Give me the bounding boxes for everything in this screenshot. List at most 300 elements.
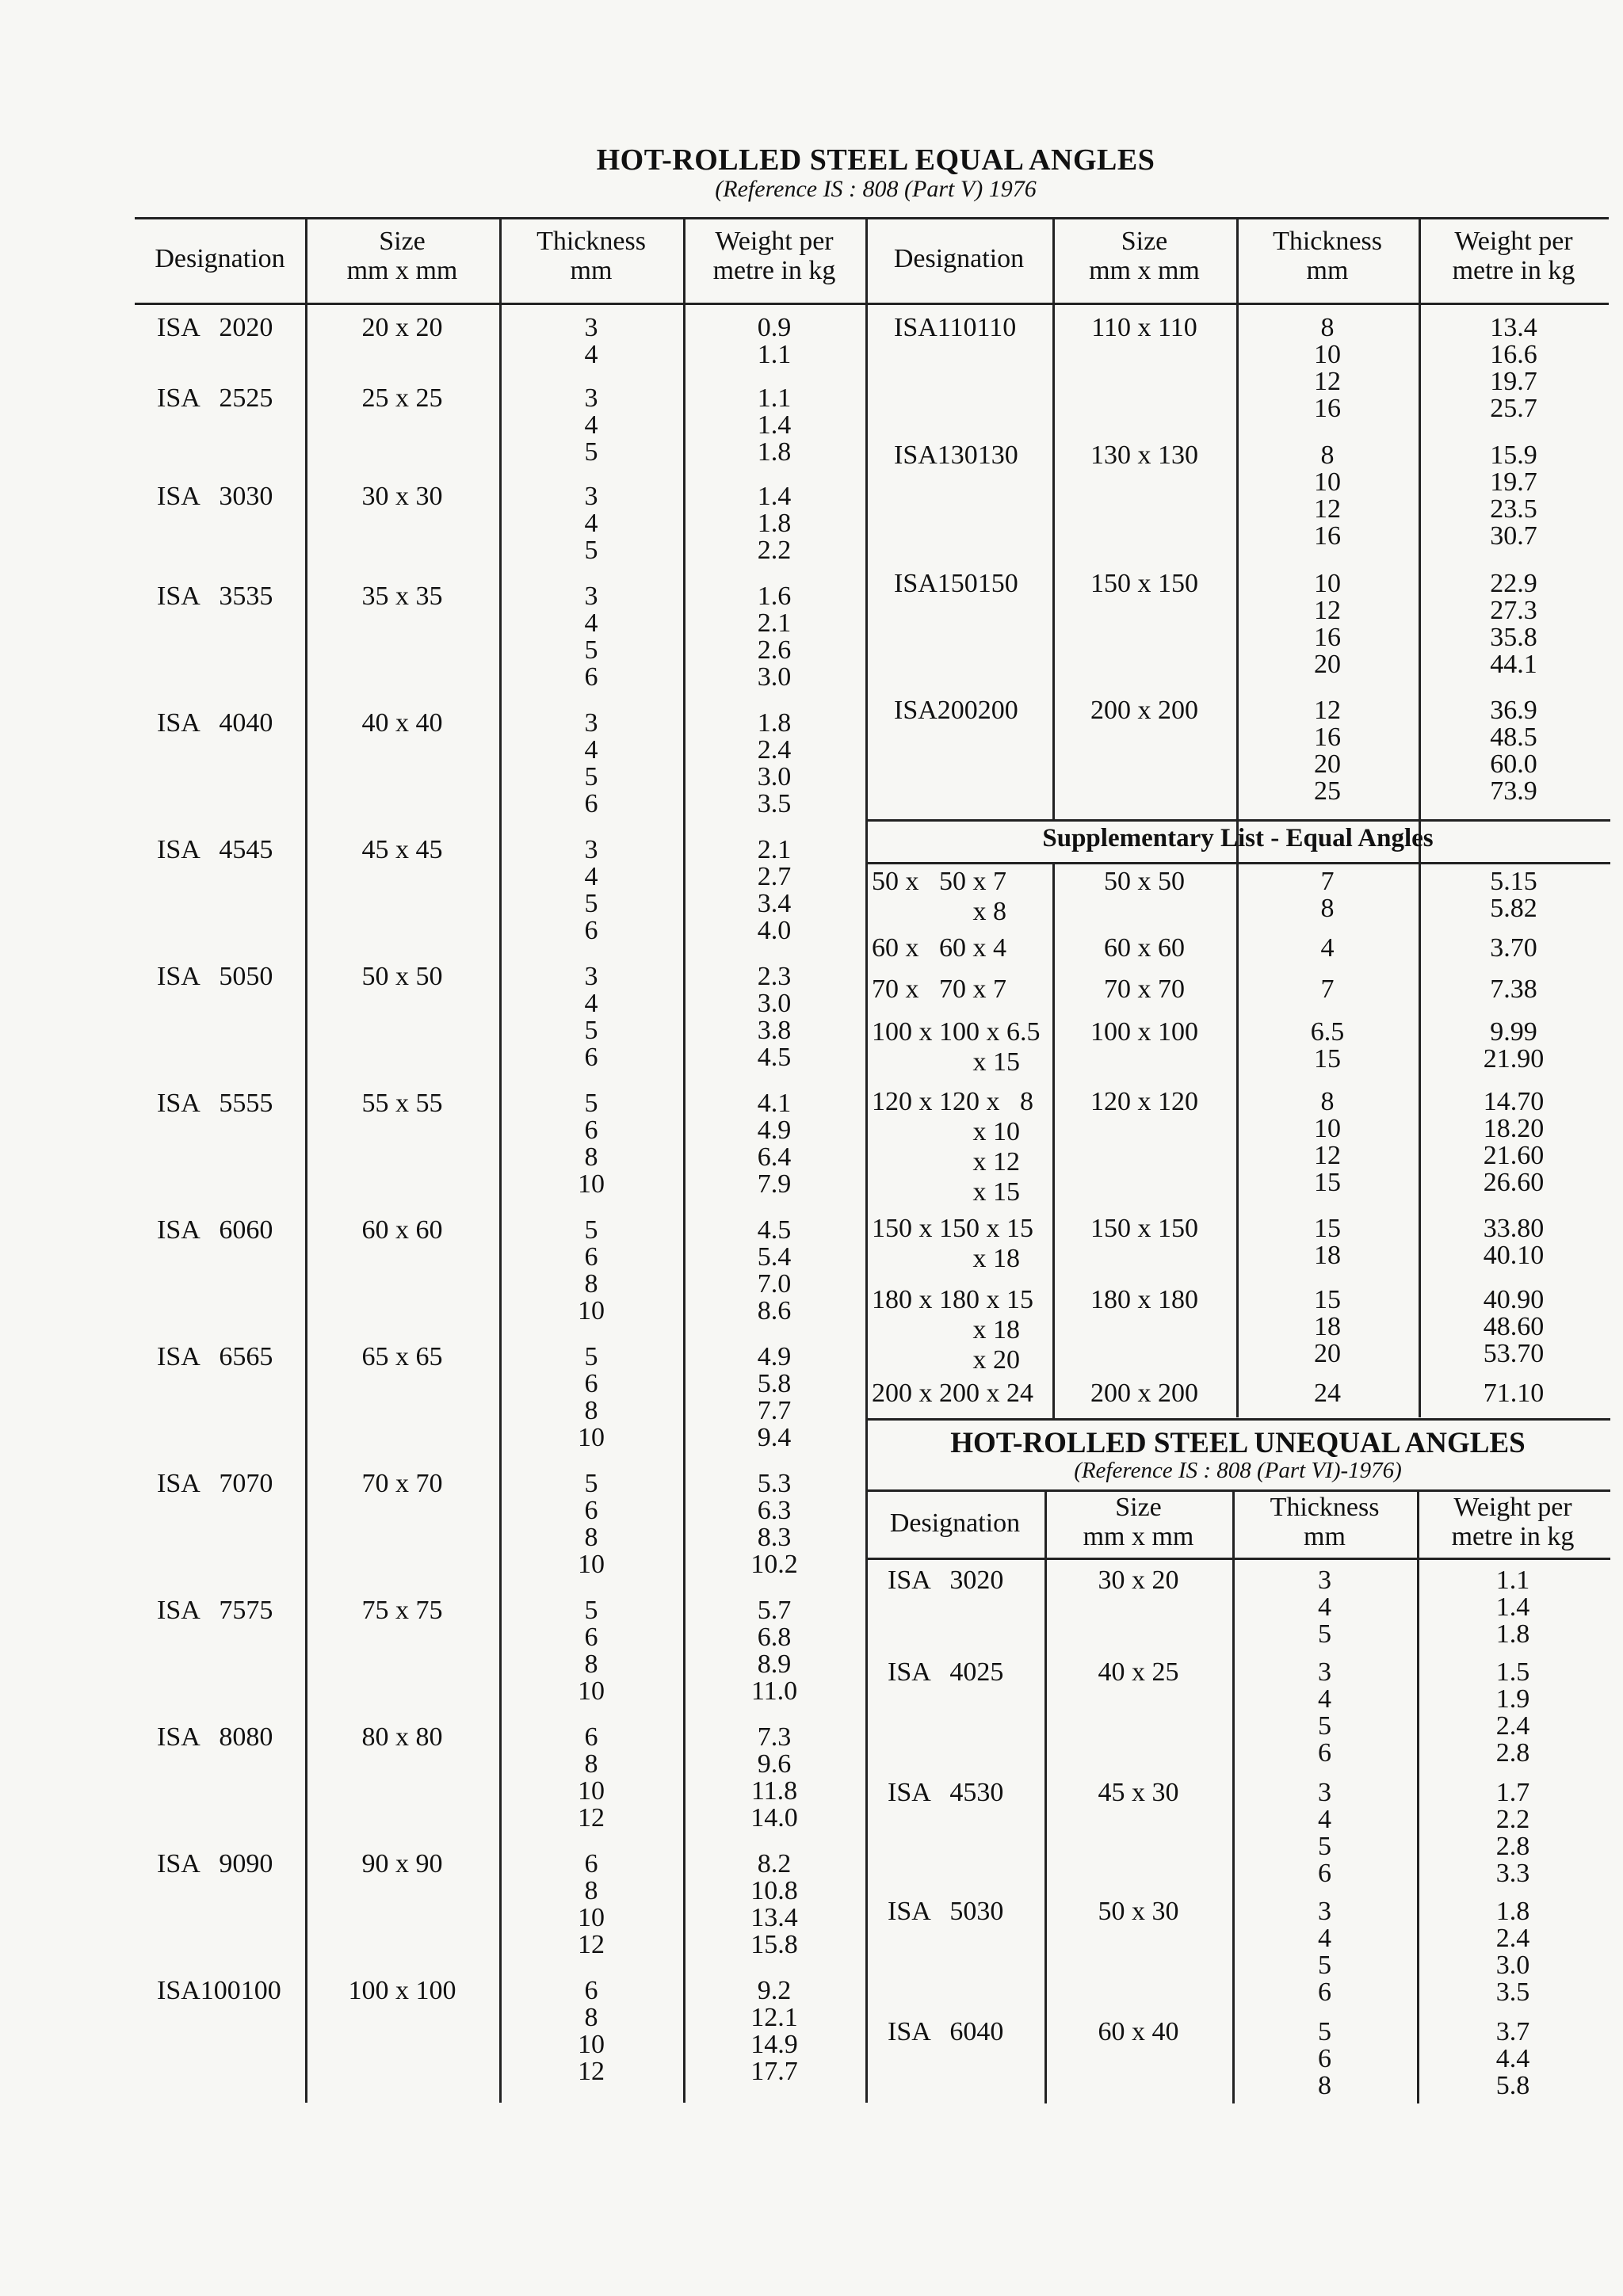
size-cell: 30 x 30 xyxy=(361,482,443,511)
thickness-cell: 8 xyxy=(584,1142,598,1172)
thickness-cell: 4 xyxy=(584,735,598,765)
weight-cell: 3.70 xyxy=(1490,933,1537,963)
weight-cell: 16.6 xyxy=(1490,340,1537,369)
header-weight: Weight per metre in kg xyxy=(1451,1493,1575,1551)
thickness-cell: 5 xyxy=(584,762,598,791)
thickness-cell: 6 xyxy=(584,916,598,945)
weight-cell: 9.2 xyxy=(757,1976,792,2005)
thickness-cell: 8 xyxy=(584,2003,598,2032)
thickness-cell: 10 xyxy=(1314,1114,1341,1143)
thickness-cell: 12 xyxy=(1314,696,1341,725)
thickness-cell: 6 xyxy=(584,1369,598,1398)
thickness-cell: 18 xyxy=(1314,1241,1341,1270)
weight-cell: 3.3 xyxy=(1495,1859,1530,1888)
thickness-cell: 6 xyxy=(584,1722,598,1752)
weight-cell: 21.90 xyxy=(1483,1044,1545,1074)
thickness-cell: 10 xyxy=(578,1550,605,1579)
weight-cell: 40.10 xyxy=(1483,1241,1545,1270)
thickness-cell: 6 xyxy=(584,1242,598,1272)
size-cell: 45 x 30 xyxy=(1098,1778,1179,1807)
weight-cell: 3.7 xyxy=(1495,2017,1530,2046)
weight-cell: 1.4 xyxy=(1495,1592,1530,1622)
weight-cell: 7.7 xyxy=(757,1396,792,1425)
designation-cell: 50 x 50 x 7 x 8 xyxy=(872,867,1006,926)
designation-cell: ISA 4530 xyxy=(888,1778,1004,1807)
thickness-cell: 10 xyxy=(578,1776,605,1806)
unequal-title-rule xyxy=(865,1489,1610,1492)
thickness-cell: 20 xyxy=(1314,1339,1341,1368)
weight-cell: 71.10 xyxy=(1483,1379,1545,1408)
weight-cell: 7.9 xyxy=(757,1169,792,1199)
thickness-cell: 4 xyxy=(1318,1592,1331,1622)
weight-cell: 5.15 xyxy=(1490,867,1537,896)
weight-cell: 2.1 xyxy=(757,608,792,638)
designation-cell: ISA110110 xyxy=(894,313,1017,342)
thickness-cell: 24 xyxy=(1314,1379,1341,1408)
thickness-cell: 8 xyxy=(1320,894,1335,923)
weight-cell: 4.9 xyxy=(757,1342,792,1371)
weight-cell: 2.7 xyxy=(757,862,792,891)
weight-cell: 1.1 xyxy=(757,340,792,369)
weight-cell: 25.7 xyxy=(1490,394,1537,423)
weight-cell: 1.4 xyxy=(757,410,792,440)
designation-cell: ISA100100 xyxy=(157,1976,281,2005)
weight-cell: 6.4 xyxy=(757,1142,792,1172)
weight-cell: 36.9 xyxy=(1490,696,1537,725)
size-cell: 70 x 70 xyxy=(361,1469,443,1498)
thickness-cell: 4 xyxy=(1318,1684,1331,1714)
weight-cell: 6.3 xyxy=(757,1496,792,1525)
thickness-cell: 12 xyxy=(578,2057,605,2086)
weight-cell: 8.3 xyxy=(757,1523,792,1552)
size-cell: 150 x 150 xyxy=(1090,569,1198,598)
weight-cell: 1.7 xyxy=(1495,1778,1530,1807)
designation-cell: ISA 6565 xyxy=(157,1342,273,1371)
size-cell: 55 x 55 xyxy=(361,1089,443,1118)
weight-cell: 3.8 xyxy=(757,1016,792,1045)
designation-cell: ISA 2525 xyxy=(157,383,273,413)
thickness-cell: 6 xyxy=(1318,1859,1331,1888)
weight-cell: 2.2 xyxy=(1495,1805,1530,1834)
weight-cell: 5.82 xyxy=(1490,894,1537,923)
thickness-cell: 8 xyxy=(584,1650,598,1679)
weight-cell: 3.5 xyxy=(757,789,792,818)
designation-cell: ISA 4025 xyxy=(888,1657,1004,1687)
designation-cell: ISA200200 xyxy=(894,696,1018,725)
thickness-cell: 4 xyxy=(584,608,598,638)
weight-cell: 53.70 xyxy=(1483,1339,1545,1368)
size-cell: 20 x 20 xyxy=(361,313,443,342)
designation-cell: ISA 2020 xyxy=(157,313,273,342)
designation-cell: ISA 9090 xyxy=(157,1849,273,1878)
weight-cell: 3.0 xyxy=(757,662,792,692)
header-size: Size mm x mm xyxy=(346,227,458,285)
weight-cell: 3.0 xyxy=(757,762,792,791)
thickness-cell: 6 xyxy=(584,662,598,692)
unequal-title: HOT-ROLLED STEEL UNEQUAL ANGLES xyxy=(950,1427,1526,1459)
weight-cell: 26.60 xyxy=(1483,1168,1545,1197)
weight-cell: 18.20 xyxy=(1483,1114,1545,1143)
weight-cell: 27.3 xyxy=(1490,596,1537,625)
weight-cell: 14.70 xyxy=(1483,1087,1545,1116)
header-thickness: Thickness mm xyxy=(537,227,646,285)
thickness-cell: 4 xyxy=(1318,1805,1331,1834)
thickness-cell: 4 xyxy=(584,340,598,369)
weight-cell: 15.8 xyxy=(750,1930,798,1959)
weight-cell: 5.7 xyxy=(757,1596,792,1625)
designation-cell: ISA 4545 xyxy=(157,835,273,864)
thickness-cell: 4 xyxy=(584,509,598,538)
thickness-cell: 16 xyxy=(1314,394,1341,423)
header-size: Size mm x mm xyxy=(1083,1493,1194,1551)
weight-cell: 1.1 xyxy=(1495,1566,1530,1595)
thickness-cell: 10 xyxy=(578,1903,605,1932)
weight-cell: 3.4 xyxy=(757,889,792,918)
size-cell: 70 x 70 xyxy=(1104,974,1185,1004)
thickness-cell: 15 xyxy=(1314,1168,1341,1197)
weight-cell: 5.8 xyxy=(757,1369,792,1398)
weight-cell: 15.9 xyxy=(1490,441,1537,470)
thickness-cell: 5 xyxy=(584,437,598,467)
weight-cell: 17.7 xyxy=(750,2057,798,2086)
thickness-cell: 5 xyxy=(1318,1832,1331,1861)
thickness-cell: 5 xyxy=(584,1215,598,1245)
size-cell: 60 x 60 xyxy=(1104,933,1185,963)
thickness-cell: 4 xyxy=(584,989,598,1018)
weight-cell: 4.9 xyxy=(757,1116,792,1145)
weight-cell: 12.1 xyxy=(750,2003,798,2032)
weight-cell: 2.6 xyxy=(757,635,792,665)
thickness-cell: 12 xyxy=(1314,1141,1341,1170)
col-divider xyxy=(865,217,868,2103)
weight-cell: 3.5 xyxy=(1495,1978,1530,2007)
designation-cell: 120 x 120 x 8 x 10 x 12 x 15 xyxy=(872,1087,1033,1207)
weight-cell: 48.60 xyxy=(1483,1312,1545,1341)
thickness-cell: 8 xyxy=(584,1749,598,1779)
thickness-cell: 7 xyxy=(1320,867,1335,896)
thickness-cell: 8 xyxy=(1320,441,1335,470)
unequal-header-rule xyxy=(865,1558,1610,1560)
thickness-cell: 8 xyxy=(1318,2071,1331,2100)
header-designation: Designation xyxy=(155,244,285,273)
thickness-cell: 6 xyxy=(584,1496,598,1525)
designation-cell: 180 x 180 x 15 x 18 x 20 xyxy=(872,1285,1033,1375)
thickness-cell: 5 xyxy=(1318,1619,1331,1649)
thickness-cell: 5 xyxy=(584,1016,598,1045)
designation-cell: ISA130130 xyxy=(894,441,1018,470)
weight-cell: 3.0 xyxy=(757,989,792,1018)
designation-cell: 150 x 150 x 15 x 18 xyxy=(872,1214,1033,1273)
thickness-cell: 5 xyxy=(584,635,598,665)
thickness-cell: 16 xyxy=(1314,521,1341,551)
thickness-cell: 4 xyxy=(1318,1924,1331,1953)
designation-cell: ISA 5030 xyxy=(888,1897,1004,1926)
designation-cell: ISA 7070 xyxy=(157,1469,273,1498)
weight-cell: 2.2 xyxy=(757,536,792,565)
thickness-cell: 5 xyxy=(584,1596,598,1625)
thickness-cell: 3 xyxy=(584,962,598,991)
weight-cell: 1.6 xyxy=(757,582,792,611)
thickness-cell: 4 xyxy=(584,862,598,891)
header-thickness: Thickness mm xyxy=(1270,1493,1380,1551)
thickness-cell: 3 xyxy=(584,383,598,413)
weight-cell: 73.9 xyxy=(1490,776,1537,806)
thickness-cell: 25 xyxy=(1314,776,1341,806)
header-weight: Weight per metre in kg xyxy=(712,227,836,285)
weight-cell: 2.4 xyxy=(1495,1924,1530,1953)
thickness-cell: 8 xyxy=(1320,1087,1335,1116)
thickness-cell: 6 xyxy=(1318,2044,1331,2073)
thickness-cell: 12 xyxy=(578,1930,605,1959)
size-cell: 25 x 25 xyxy=(361,383,443,413)
designation-cell: ISA 3535 xyxy=(157,582,273,611)
header-designation: Designation xyxy=(893,244,1025,273)
thickness-cell: 6 xyxy=(584,1116,598,1145)
weight-cell: 14.9 xyxy=(750,2030,798,2059)
weight-cell: 1.8 xyxy=(1495,1619,1530,1649)
weight-cell: 14.0 xyxy=(750,1803,798,1833)
designation-cell: ISA 6060 xyxy=(157,1215,273,1245)
designation-cell: ISA 4040 xyxy=(157,708,273,738)
thickness-cell: 3 xyxy=(584,835,598,864)
thickness-cell: 3 xyxy=(584,313,598,342)
thickness-cell: 15 xyxy=(1314,1285,1341,1314)
size-cell: 35 x 35 xyxy=(361,582,443,611)
size-cell: 30 x 20 xyxy=(1098,1566,1179,1595)
weight-cell: 19.7 xyxy=(1490,367,1537,396)
weight-cell: 21.60 xyxy=(1483,1141,1545,1170)
size-cell: 80 x 80 xyxy=(361,1722,443,1752)
thickness-cell: 20 xyxy=(1314,749,1341,779)
weight-cell: 8.6 xyxy=(757,1296,792,1325)
thickness-cell: 5 xyxy=(584,536,598,565)
thickness-cell: 12 xyxy=(1314,367,1341,396)
size-cell: 40 x 40 xyxy=(361,708,443,738)
weight-cell: 10.8 xyxy=(750,1876,798,1905)
weight-cell: 1.8 xyxy=(1495,1897,1530,1926)
thickness-cell: 6 xyxy=(1318,1738,1331,1768)
weight-cell: 0.9 xyxy=(757,313,792,342)
size-cell: 50 x 50 xyxy=(1104,867,1185,896)
thickness-cell: 5 xyxy=(584,1089,598,1118)
thickness-cell: 10 xyxy=(578,1676,605,1706)
col-divider xyxy=(1052,217,1055,819)
weight-cell: 2.1 xyxy=(757,835,792,864)
table-top-rule xyxy=(135,217,1609,219)
weight-cell: 1.4 xyxy=(757,482,792,511)
thickness-cell: 3 xyxy=(1318,1778,1331,1807)
weight-cell: 4.1 xyxy=(757,1089,792,1118)
weight-cell: 30.7 xyxy=(1490,521,1537,551)
thickness-cell: 6 xyxy=(584,789,598,818)
size-cell: 130 x 130 xyxy=(1090,441,1198,470)
thickness-cell: 10 xyxy=(578,1296,605,1325)
thickness-cell: 8 xyxy=(584,1396,598,1425)
thickness-cell: 6 xyxy=(584,1976,598,2005)
designation-cell: ISA 5050 xyxy=(157,962,273,991)
thickness-cell: 8 xyxy=(584,1269,598,1299)
weight-cell: 1.8 xyxy=(757,509,792,538)
header-designation: Designation xyxy=(889,1508,1021,1538)
thickness-cell: 10 xyxy=(1314,569,1341,598)
weight-cell: 2.4 xyxy=(1495,1711,1530,1741)
thickness-cell: 3 xyxy=(1318,1657,1331,1687)
thickness-cell: 6 xyxy=(584,1043,598,1072)
thickness-cell: 10 xyxy=(1314,340,1341,369)
unequal-top-rule xyxy=(865,1418,1610,1421)
designation-cell: 100 x 100 x 6.5 x 15 xyxy=(872,1017,1041,1077)
weight-cell: 9.4 xyxy=(757,1423,792,1452)
weight-cell: 2.3 xyxy=(757,962,792,991)
designation-cell: ISA 3020 xyxy=(888,1566,1004,1595)
thickness-cell: 5 xyxy=(1318,1951,1331,1980)
weight-cell: 23.5 xyxy=(1490,494,1537,524)
supplementary-title: Supplementary List - Equal Angles xyxy=(1042,824,1434,852)
thickness-cell: 6 xyxy=(1318,1978,1331,2007)
page-reference: (Reference IS : 808 (Part V) 1976 xyxy=(715,176,1037,202)
weight-cell: 33.80 xyxy=(1483,1214,1545,1243)
weight-cell: 2.4 xyxy=(757,735,792,765)
thickness-cell: 5 xyxy=(584,1469,598,1498)
designation-cell: ISA 5555 xyxy=(157,1089,273,1118)
size-cell: 45 x 45 xyxy=(361,835,443,864)
size-cell: 100 x 100 xyxy=(1090,1017,1198,1047)
thickness-cell: 6.5 xyxy=(1310,1017,1345,1047)
thickness-cell: 6 xyxy=(584,1623,598,1652)
thickness-cell: 8 xyxy=(584,1523,598,1552)
weight-cell: 11.8 xyxy=(750,1776,798,1806)
thickness-cell: 8 xyxy=(1320,313,1335,342)
thickness-cell: 3 xyxy=(584,482,598,511)
weight-cell: 1.5 xyxy=(1495,1657,1530,1687)
size-cell: 150 x 150 xyxy=(1090,1214,1198,1243)
thickness-cell: 3 xyxy=(584,708,598,738)
thickness-cell: 15 xyxy=(1314,1044,1341,1074)
weight-cell: 10.2 xyxy=(750,1550,798,1579)
weight-cell: 4.0 xyxy=(757,916,792,945)
supplementary-header-rule xyxy=(865,862,1610,864)
size-cell: 50 x 30 xyxy=(1098,1897,1179,1926)
thickness-cell: 6 xyxy=(584,1849,598,1878)
thickness-cell: 12 xyxy=(578,1803,605,1833)
weight-cell: 5.8 xyxy=(1495,2071,1530,2100)
thickness-cell: 16 xyxy=(1314,723,1341,752)
weight-cell: 4.5 xyxy=(757,1215,792,1245)
designation-cell: ISA150150 xyxy=(894,569,1018,598)
thickness-cell: 5 xyxy=(584,1342,598,1371)
size-cell: 50 x 50 xyxy=(361,962,443,991)
weight-cell: 4.5 xyxy=(757,1043,792,1072)
unequal-reference: (Reference IS : 808 (Part VI)-1976) xyxy=(1074,1458,1402,1483)
weight-cell: 3.0 xyxy=(1495,1951,1530,1980)
weight-cell: 5.4 xyxy=(757,1242,792,1272)
weight-cell: 1.1 xyxy=(757,383,792,413)
weight-cell: 8.9 xyxy=(757,1650,792,1679)
size-cell: 75 x 75 xyxy=(361,1596,443,1625)
weight-cell: 9.6 xyxy=(757,1749,792,1779)
weight-cell: 40.90 xyxy=(1483,1285,1545,1314)
weight-cell: 44.1 xyxy=(1490,650,1537,679)
size-cell: 65 x 65 xyxy=(361,1342,443,1371)
header-weight: Weight per metre in kg xyxy=(1452,227,1575,285)
weight-cell: 2.8 xyxy=(1495,1738,1530,1768)
weight-cell: 1.8 xyxy=(757,708,792,738)
designation-cell: ISA 7575 xyxy=(157,1596,273,1625)
supplementary-top-rule xyxy=(865,819,1610,822)
page-title: HOT-ROLLED STEEL EQUAL ANGLES xyxy=(596,143,1155,177)
thickness-cell: 5 xyxy=(1318,2017,1331,2046)
thickness-cell: 4 xyxy=(584,410,598,440)
size-cell: 100 x 100 xyxy=(348,1976,456,2005)
size-cell: 110 x 110 xyxy=(1091,313,1197,342)
weight-cell: 1.8 xyxy=(757,437,792,467)
thickness-cell: 5 xyxy=(584,889,598,918)
thickness-cell: 10 xyxy=(578,1169,605,1199)
weight-cell: 5.3 xyxy=(757,1469,792,1498)
thickness-cell: 10 xyxy=(578,1423,605,1452)
thickness-cell: 20 xyxy=(1314,650,1341,679)
weight-cell: 13.4 xyxy=(1490,313,1537,342)
weight-cell: 8.2 xyxy=(757,1849,792,1878)
weight-cell: 48.5 xyxy=(1490,723,1537,752)
designation-cell: ISA 3030 xyxy=(157,482,273,511)
weight-cell: 19.7 xyxy=(1490,467,1537,497)
designation-cell: 60 x 60 x 4 xyxy=(872,933,1006,963)
weight-cell: 9.99 xyxy=(1490,1017,1537,1047)
thickness-cell: 16 xyxy=(1314,623,1341,652)
weight-cell: 2.8 xyxy=(1495,1832,1530,1861)
designation-cell: ISA 8080 xyxy=(157,1722,273,1752)
size-cell: 40 x 25 xyxy=(1098,1657,1179,1687)
weight-cell: 7.38 xyxy=(1490,974,1537,1004)
thickness-cell: 8 xyxy=(584,1876,598,1905)
weight-cell: 22.9 xyxy=(1490,569,1537,598)
thickness-cell: 4 xyxy=(1320,933,1335,963)
weight-cell: 6.8 xyxy=(757,1623,792,1652)
size-cell: 200 x 200 xyxy=(1090,696,1198,725)
weight-cell: 1.9 xyxy=(1495,1684,1530,1714)
weight-cell: 4.4 xyxy=(1495,2044,1530,2073)
size-cell: 200 x 200 xyxy=(1090,1379,1198,1408)
weight-cell: 13.4 xyxy=(750,1903,798,1932)
designation-cell: ISA 6040 xyxy=(888,2017,1004,2046)
designation-cell: 70 x 70 x 7 xyxy=(872,974,1006,1004)
thickness-cell: 5 xyxy=(1318,1711,1331,1741)
thickness-cell: 18 xyxy=(1314,1312,1341,1341)
thickness-cell: 12 xyxy=(1314,494,1341,524)
table-header-rule xyxy=(135,303,1609,305)
thickness-cell: 7 xyxy=(1320,974,1335,1004)
thickness-cell: 15 xyxy=(1314,1214,1341,1243)
weight-cell: 35.8 xyxy=(1490,623,1537,652)
size-cell: 180 x 180 xyxy=(1090,1285,1198,1314)
size-cell: 90 x 90 xyxy=(361,1849,443,1878)
designation-cell: 200 x 200 x 24 xyxy=(872,1379,1033,1408)
weight-cell: 60.0 xyxy=(1490,749,1537,779)
size-cell: 120 x 120 xyxy=(1090,1087,1198,1116)
size-cell: 60 x 60 xyxy=(361,1215,443,1245)
weight-cell: 7.3 xyxy=(757,1722,792,1752)
header-thickness: Thickness mm xyxy=(1273,227,1382,285)
size-cell: 60 x 40 xyxy=(1098,2017,1179,2046)
thickness-cell: 10 xyxy=(578,2030,605,2059)
thickness-cell: 10 xyxy=(1314,467,1341,497)
header-size: Size mm x mm xyxy=(1089,227,1200,285)
thickness-cell: 12 xyxy=(1314,596,1341,625)
thickness-cell: 3 xyxy=(1318,1897,1331,1926)
thickness-cell: 3 xyxy=(1318,1566,1331,1595)
thickness-cell: 3 xyxy=(584,582,598,611)
